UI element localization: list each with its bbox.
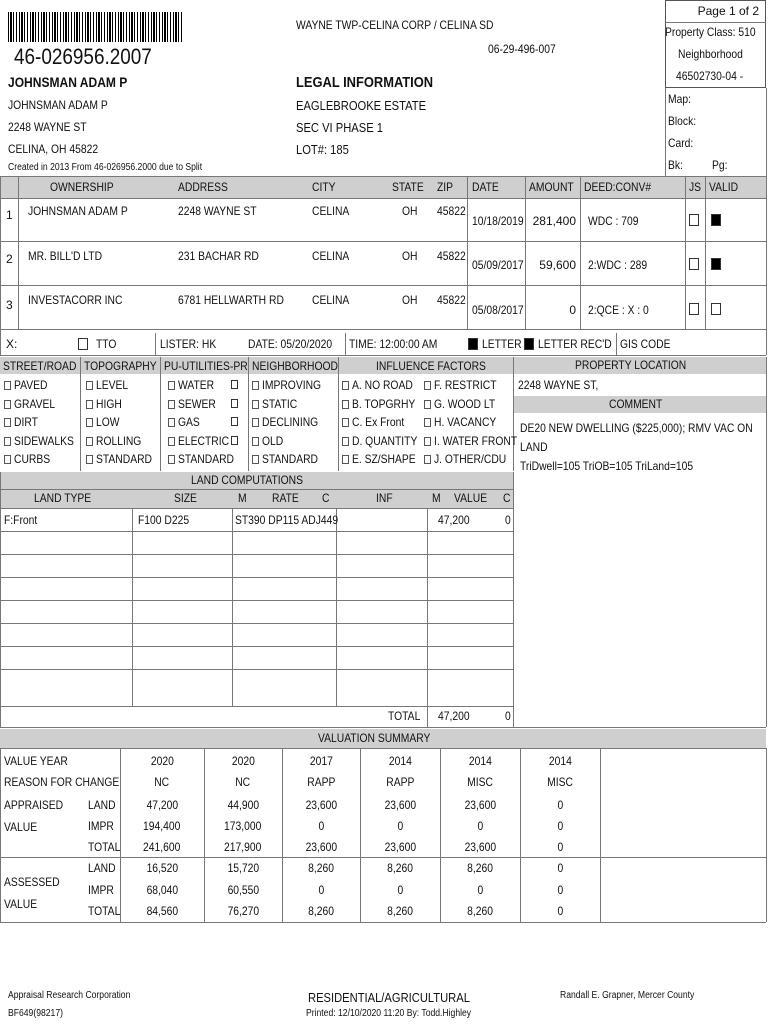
street-road-title: STREET/ROAD: [3, 359, 77, 373]
appraised-total-value: 217,900: [224, 840, 262, 854]
assessed-impr-value: 0: [557, 883, 563, 897]
route-number: 06-29-496-007: [488, 42, 556, 56]
appraised-impr-value: 194,400: [143, 819, 181, 833]
row-address: 231 BACHAR RD: [178, 249, 259, 263]
influence-e-option[interactable]: E. SZ/SHAPE: [342, 452, 426, 466]
land-col-value: VALUE: [454, 491, 488, 505]
district: WAYNE TWP-CELINA CORP / CELINA SD: [296, 18, 494, 32]
water-pr-checkbox[interactable]: [231, 380, 238, 389]
influence-d-option[interactable]: D. QUANTITY: [342, 434, 428, 448]
property-location-value: 2248 WAYNE ST,: [518, 378, 599, 392]
appraised-total-label: TOTAL: [88, 840, 121, 854]
assessed-land-value: 8,260: [308, 861, 334, 875]
land-col-type: LAND TYPE: [34, 491, 92, 505]
gis-code-label: GIS CODE: [620, 337, 671, 351]
change-reason: MISC: [547, 775, 573, 789]
influence-a-option[interactable]: A. NO ROAD: [342, 378, 423, 392]
land-row-rate: ST390 DP115 ADJ449: [235, 513, 339, 527]
row-address: 2248 WAYNE ST: [178, 204, 257, 218]
influence-h-option[interactable]: H. VACANCY: [424, 415, 506, 429]
value-year: 2017: [309, 754, 333, 768]
tto-checkbox[interactable]: [78, 338, 88, 350]
land-col-c2: C: [503, 491, 511, 505]
row-deed: 2:QCE : X : 0: [588, 303, 649, 317]
value-year: 2014: [388, 754, 412, 768]
col-deed: DEED:CONV#: [584, 180, 652, 194]
appraised-land-value: 23,600: [464, 798, 496, 812]
block-label: Block:: [668, 114, 697, 128]
land-total-label: TOTAL: [388, 709, 421, 723]
row-amount: 281,400: [532, 214, 576, 228]
gas-pr-checkbox[interactable]: [231, 417, 238, 426]
appraised-impr-value: 173,000: [224, 819, 262, 833]
comment-line: TriDwell=105 TriOB=105 TriLand=105: [520, 459, 694, 473]
row-city: CELINA: [312, 249, 350, 263]
row-state: OH: [402, 249, 418, 263]
influence-f-option[interactable]: F. RESTRICT: [424, 378, 507, 392]
form-number: BF649(98217): [8, 1008, 63, 1019]
card-label: Card:: [668, 136, 694, 150]
row-date: 10/18/2019: [472, 214, 524, 228]
legal-line: SEC VI PHASE 1: [296, 120, 383, 135]
level-option[interactable]: LEVEL: [86, 378, 133, 392]
utilities-standard-option[interactable]: STANDARD: [168, 452, 243, 466]
valid-checkbox[interactable]: [711, 214, 721, 226]
assessed-impr-value: 0: [318, 883, 324, 897]
static-option[interactable]: STATIC: [252, 397, 303, 411]
property-location-title: PROPERTY LOCATION: [575, 358, 687, 372]
table-row-number: 1: [6, 208, 13, 222]
row-address: 6781 HELLWARTH RD: [178, 293, 284, 307]
rolling-option[interactable]: ROLLING: [86, 434, 149, 448]
listing-date: DATE: 05/20/2020: [248, 337, 333, 351]
assessed-land-value: 8,260: [387, 861, 413, 875]
land-col-rate: RATE: [272, 491, 299, 505]
js-checkbox[interactable]: [689, 214, 699, 226]
land-col-m: M: [238, 491, 247, 505]
valid-checkbox[interactable]: [711, 258, 721, 270]
owner-city: CELINA, OH 45822: [8, 142, 99, 156]
owner-title: JOHNSMAN ADAM P: [8, 74, 128, 90]
row-state: OH: [402, 293, 418, 307]
assessed-land-value: 0: [557, 861, 563, 875]
col-date: DATE: [472, 180, 499, 194]
assessed-impr-value: 0: [397, 883, 403, 897]
row-deed: WDC : 709: [588, 214, 639, 228]
land-total-c: 0: [505, 709, 511, 723]
change-reason: RAPP: [385, 775, 415, 789]
comment-title: COMMENT: [609, 397, 663, 411]
assessed-total-value: 8,260: [308, 904, 334, 918]
assessed-land-value: 15,720: [227, 861, 259, 875]
land-col-inf: INF: [376, 491, 393, 505]
assessed-impr-value: 0: [477, 883, 483, 897]
valuation-title: VALUATION SUMMARY: [317, 731, 431, 745]
change-reason: RAPP: [306, 775, 336, 789]
value-year: 2014: [548, 754, 572, 768]
col-amount: AMOUNT: [529, 180, 574, 194]
appraised-impr-value: 0: [318, 819, 324, 833]
appraised-impr-label: IMPR: [88, 819, 114, 833]
high-option[interactable]: HIGH: [86, 397, 126, 411]
row-owner: MR. BILL'D LTD: [28, 249, 103, 263]
assessed-label: ASSESSED: [4, 875, 60, 889]
land-row-type: F:Front: [4, 513, 38, 527]
row-date: 05/08/2017: [472, 303, 524, 317]
topography-title: TOPOGRAPHY: [84, 359, 157, 373]
row-amount: 59,600: [539, 258, 576, 272]
curbs-option[interactable]: CURBS: [4, 452, 56, 466]
land-title: LAND COMPUTATIONS: [191, 473, 304, 487]
value-year: 2014: [468, 754, 492, 768]
listing-time: TIME: 12:00:00 AM: [349, 337, 438, 351]
assessed-land-value: 8,260: [467, 861, 493, 875]
influence-i-option[interactable]: I. WATER FRONT: [424, 434, 531, 448]
neighborhood-label: Neighborhood: [677, 47, 743, 61]
declining-option[interactable]: DECLINING: [252, 415, 327, 429]
appraised-impr-value: 0: [557, 819, 563, 833]
appraised-total-value: 23,600: [464, 840, 496, 854]
row-owner: INVESTACORR INC: [28, 293, 123, 307]
influence-j-option[interactable]: J. OTHER/CDU: [424, 452, 518, 466]
land-col-m2: M: [432, 491, 441, 505]
reason-label: REASON FOR CHANGE: [4, 775, 120, 789]
col-address: ADDRESS: [178, 180, 228, 194]
appraised-total-value: 23,600: [384, 840, 416, 854]
row-zip: 45822: [437, 293, 466, 307]
owner-name: JOHNSMAN ADAM P: [8, 98, 108, 112]
row-deed: 2:WDC : 289: [588, 258, 648, 272]
old-option[interactable]: OLD: [252, 434, 287, 448]
assessed-land-value: 16,520: [146, 861, 178, 875]
appraised-land-value: 44,900: [227, 798, 259, 812]
lister: LISTER: HK: [160, 337, 217, 351]
table-row-number: 3: [6, 298, 13, 312]
letter-recd-checkbox[interactable]: [524, 338, 534, 350]
paved-option[interactable]: PAVED: [4, 378, 53, 392]
assessed-total-label: TOTAL: [88, 904, 121, 918]
col-js: JS: [689, 180, 702, 194]
comment-line: DE20 NEW DWELLING ($225,000); RMV VAC ON: [520, 421, 753, 435]
page-number: Page 1 of 2: [697, 4, 759, 18]
appraised-land-value: 47,200: [146, 798, 178, 812]
appraised-total-value: 0: [557, 840, 563, 854]
influence-b-option[interactable]: B. TOPGRHY: [342, 397, 426, 411]
value-year: 2020: [231, 754, 255, 768]
influence-c-option[interactable]: C. Ex Front: [342, 415, 413, 429]
assessed-total-value: 8,260: [467, 904, 493, 918]
row-date: 05/09/2017: [472, 258, 524, 272]
improving-option[interactable]: IMPROVING: [252, 378, 331, 392]
influence-g-option[interactable]: G. WOOD LT: [424, 397, 505, 411]
assessed-total-value: 84,560: [146, 904, 178, 918]
appraised-land-label: LAND: [88, 798, 116, 812]
neighborhood-standard-option[interactable]: STANDARD: [252, 452, 327, 466]
value-year-label: VALUE YEAR: [4, 754, 68, 768]
utilities-title: PU-UTILITIES-PR: [164, 359, 248, 373]
neighborhood-value: 46502730-04 -: [676, 69, 744, 83]
pg-label: Pg:: [712, 158, 728, 172]
low-option[interactable]: LOW: [86, 415, 123, 429]
sewer-pr-checkbox[interactable]: [231, 399, 238, 408]
property-class: Property Class: 510: [665, 25, 756, 39]
electric-pr-checkbox[interactable]: [231, 436, 238, 445]
appraised-value-label: VALUE: [4, 820, 38, 834]
appraised-land-value: 23,600: [305, 798, 337, 812]
land-row-size: F100 D225: [138, 513, 190, 527]
assessed-land-label: LAND: [88, 861, 116, 875]
land-total-value: 47,200: [438, 709, 470, 723]
land-row-value: 47,200: [438, 513, 470, 527]
legal-title: LEGAL INFORMATION: [296, 74, 434, 91]
company-name: Appraisal Research Corporation: [8, 990, 131, 1001]
comment-line: LAND: [520, 440, 548, 454]
letter-checkbox[interactable]: [468, 338, 478, 350]
form-type: RESIDENTIAL/AGRICULTURAL: [308, 990, 470, 1005]
change-reason: MISC: [467, 775, 493, 789]
influence-title: INFLUENCE FACTORS: [376, 359, 486, 373]
gravel-option[interactable]: GRAVEL: [4, 397, 62, 411]
col-valid: VALID: [709, 180, 739, 194]
owner-street: 2248 WAYNE ST: [8, 120, 87, 134]
js-checkbox[interactable]: [689, 303, 699, 315]
appraised-total-value: 23,600: [305, 840, 337, 854]
water-option[interactable]: WATER: [168, 378, 220, 392]
gas-option[interactable]: GAS: [168, 415, 203, 429]
row-zip: 45822: [437, 249, 466, 263]
topography-standard-option[interactable]: STANDARD: [86, 452, 161, 466]
bk-label: Bk:: [668, 158, 683, 172]
change-reason: NC: [235, 775, 251, 789]
row-owner: JOHNSMAN ADAM P: [28, 204, 128, 218]
assessed-value-label: VALUE: [4, 897, 38, 911]
parcel-number: 46-026956.2007: [14, 44, 152, 69]
assessed-impr-value: 60,550: [227, 883, 259, 897]
letter-label: LETTER: [482, 337, 522, 351]
x-label: X:: [6, 337, 18, 351]
row-city: CELINA: [312, 204, 350, 218]
change-reason: NC: [154, 775, 170, 789]
dirt-option[interactable]: DIRT: [4, 415, 42, 429]
barcode: [8, 12, 182, 42]
legal-line: LOT#: 185: [296, 142, 349, 157]
row-state: OH: [402, 204, 418, 218]
land-col-c: C: [322, 491, 330, 505]
row-zip: 45822: [437, 204, 466, 218]
printed-info: Printed: 12/10/2020 11:20 By: Todd.Highley: [306, 1008, 472, 1019]
assessed-total-value: 0: [557, 904, 563, 918]
neighborhood-title: NEIGHBORHOOD: [252, 359, 339, 373]
tto-label: TTO: [96, 337, 117, 351]
appraised-land-value: 0: [557, 798, 563, 812]
created-note: Created in 2013 From 46-026956.2000 due to Split: [8, 162, 203, 173]
sewer-option[interactable]: SEWER: [168, 397, 222, 411]
assessed-total-value: 8,260: [387, 904, 413, 918]
appraised-total-value: 241,600: [143, 840, 181, 854]
appraised-impr-value: 0: [397, 819, 403, 833]
assessed-impr-value: 68,040: [146, 883, 178, 897]
table-row-number: 2: [6, 252, 13, 266]
assessed-impr-label: IMPR: [88, 883, 114, 897]
sidewalks-option[interactable]: SIDEWALKS: [4, 434, 84, 448]
electric-option[interactable]: ELECTRIC: [168, 434, 237, 448]
legal-line: EAGLEBROOKE ESTATE: [296, 98, 427, 113]
valid-checkbox[interactable]: [711, 303, 721, 315]
land-col-size: SIZE: [174, 491, 197, 505]
assessed-total-value: 76,270: [227, 904, 259, 918]
letter-recd-label: LETTER REC'D: [538, 337, 612, 351]
appraised-impr-value: 0: [477, 819, 483, 833]
js-checkbox[interactable]: [689, 258, 699, 270]
value-year: 2020: [150, 754, 174, 768]
county-auditor: Randall E. Grapner, Mercer County: [560, 990, 695, 1001]
col-city: CITY: [312, 180, 336, 194]
col-ownership: OWNERSHIP: [50, 180, 114, 194]
col-state: STATE: [392, 180, 424, 194]
row-city: CELINA: [312, 293, 350, 307]
col-zip: ZIP: [437, 180, 454, 194]
map-label: Map:: [668, 92, 691, 106]
land-row-c: 0: [505, 513, 511, 527]
appraised-land-value: 23,600: [384, 798, 416, 812]
appraised-label: APPRAISED: [4, 798, 64, 812]
row-amount: 0: [569, 303, 576, 317]
